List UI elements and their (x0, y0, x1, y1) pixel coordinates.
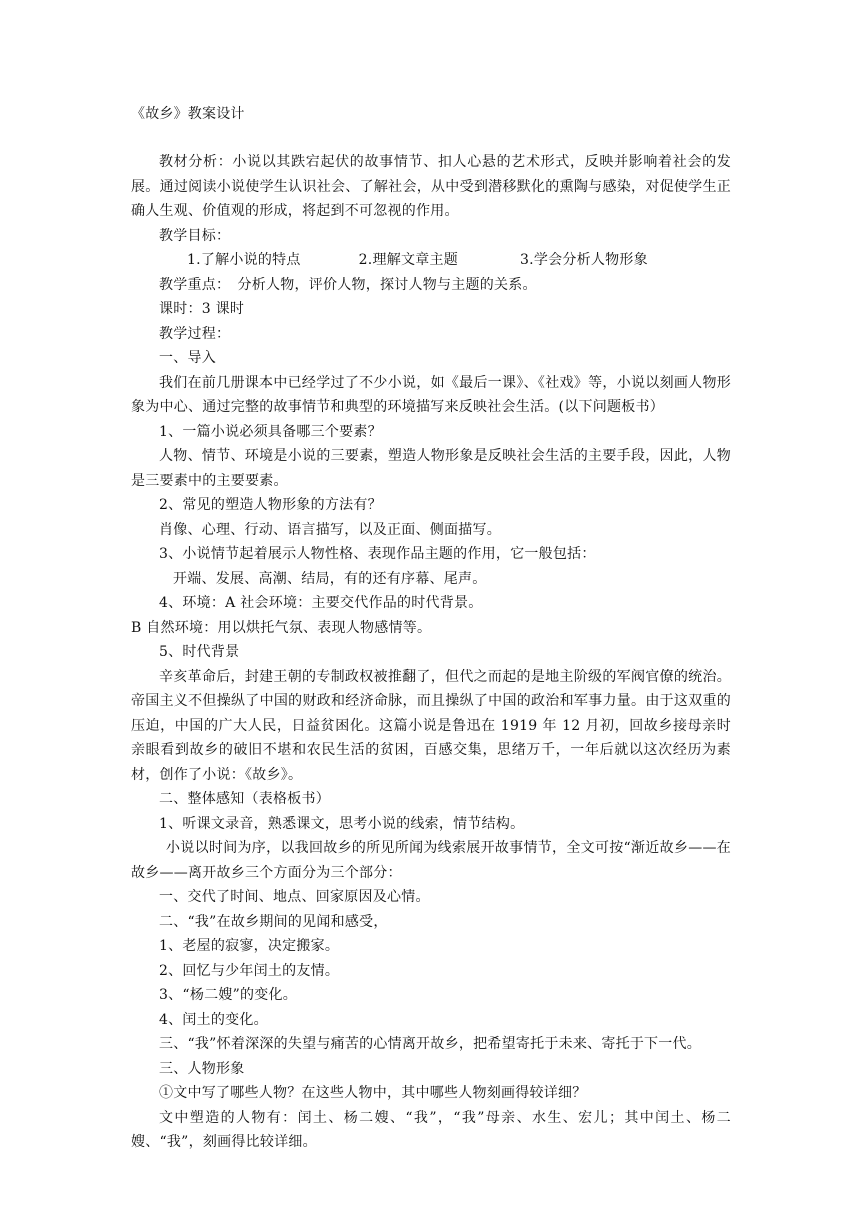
goal-item: 2.理解文章主题 (358, 252, 458, 268)
document-body (131, 150, 731, 1155)
part-subitem: 3、“杨二嫂”的变化。 (159, 987, 297, 1003)
answer: B 自然环境：用以烘托气氛、表现人物感情等。 (131, 619, 432, 636)
document-title: 《故乡》教案设计 (131, 106, 245, 122)
question: 5、时代背景 (159, 644, 240, 660)
answer: 肖像、心理、行动、语言描写，以及正面、侧面描写。 (159, 521, 501, 538)
goal-item: 3.学会分析人物形象 (519, 252, 648, 268)
question: 4、环境：A 社会环境：主要交代作品的时代背景。 (159, 595, 483, 611)
question: 1、一篇小说必须具备哪三个要素？ (159, 423, 382, 440)
goal-item: 1.了解小说的特点 (187, 252, 301, 268)
question: ①文中写了哪些人物？在这些人物中，其中哪些人物刻画得较详细？ (159, 1085, 587, 1101)
question: 2、常见的塑造人物形象的方法有？ (159, 497, 382, 513)
section-heading: 三、人物形象 (159, 1060, 245, 1077)
paragraph-structure: 小说以时间为序，以我回故乡的所见所闻为线索展开故事情节，全文可按“渐近故乡——在故乡——离开故乡三个方面分为三个部分： (131, 840, 731, 881)
paragraph-intro: 我们在前几册课本中已经学过了不少小说，如《最后一课》、《社戏》等，小说以刻画人物形象为中心、通过完整的故事情节和典型的环境描写来反映社会生活。(以下问题板书） (131, 374, 731, 415)
question: 3、小说情节起着展示人物性格、表现作品主题的作用，它一般包括： (159, 546, 596, 562)
part-subitem: 2、回忆与少年闰土的友情。 (159, 962, 340, 979)
goals-list (131, 248, 731, 273)
part-subitem: 1、老屋的寂寥，决定搬家。 (159, 938, 340, 954)
paragraph-background: 辛亥革命后，封建王朝的专制政权被推翻了，但代之而起的是地主阶级的军阀官僚的统治。帝国主义不但操纵了中国的财政和经济命脉，而且操纵了中国的政治和军事力量。由于这双重的压迫，中国的广大人民，日益贫困化。这篇小说是鲁迅在 1919 年 12 月初，回故乡接母亲时亲眼看到故乡的破旧不堪和农民生活的贫困，百感交集，思绪万千，一年后就以这次经历为素材，创作了小说：《故乡》。 (131, 668, 731, 783)
answer: 文中塑造的人物有：闰土、杨二嫂、“我”，“我”母亲、水生、宏儿；其中闰土、杨二嫂、“我”，刻画得比较详细。 (131, 1109, 731, 1150)
answer: 人物、情节、环境是小说的三要素，塑造人物形象是反映社会生活的主要手段，因此，人物是三要素中的主要要素。 (131, 448, 731, 489)
paragraph-item: 1、听课文录音，熟悉课文，思考小说的线索，情节结构。 (159, 815, 525, 832)
paragraph-hours: 课时：3 课时 (159, 301, 245, 317)
section-heading: 二、整体感知（表格板书） (159, 791, 330, 807)
answer: 开端、发展、高潮、结局，有的还有序幕、尾声。 (173, 570, 487, 587)
section-heading: 一、导入 (159, 350, 216, 366)
part-item: 二、“我”在故乡期间的见闻和感受， (159, 913, 388, 930)
part-item: 一、交代了时间、地点、回家原因及心情。 (159, 889, 430, 905)
paragraph-goals-title: 教学目标： (159, 227, 231, 244)
part-subitem: 4、闰土的变化。 (159, 1011, 268, 1028)
part-item: 三、“我”怀着深深的失望与痛苦的心情离开故乡，把希望寄托于未来、寄托于下一代。 (159, 1036, 702, 1052)
paragraph-focus: 教学重点： 分析人物，评价人物，探讨人物与主题的关系。 (159, 276, 537, 293)
paragraph-analysis: 教材分析：小说以其跌宕起伏的故事情节、扣人心悬的艺术形式，反映并影响着社会的发展。通过阅读小说使学生认识社会、了解社会，从中受到潜移默化的熏陶与感染，对促使学生正确人生观、价值观的形成，将起到不可忽视的作用。 (131, 154, 731, 219)
paragraph-process: 教学过程： (159, 325, 231, 342)
